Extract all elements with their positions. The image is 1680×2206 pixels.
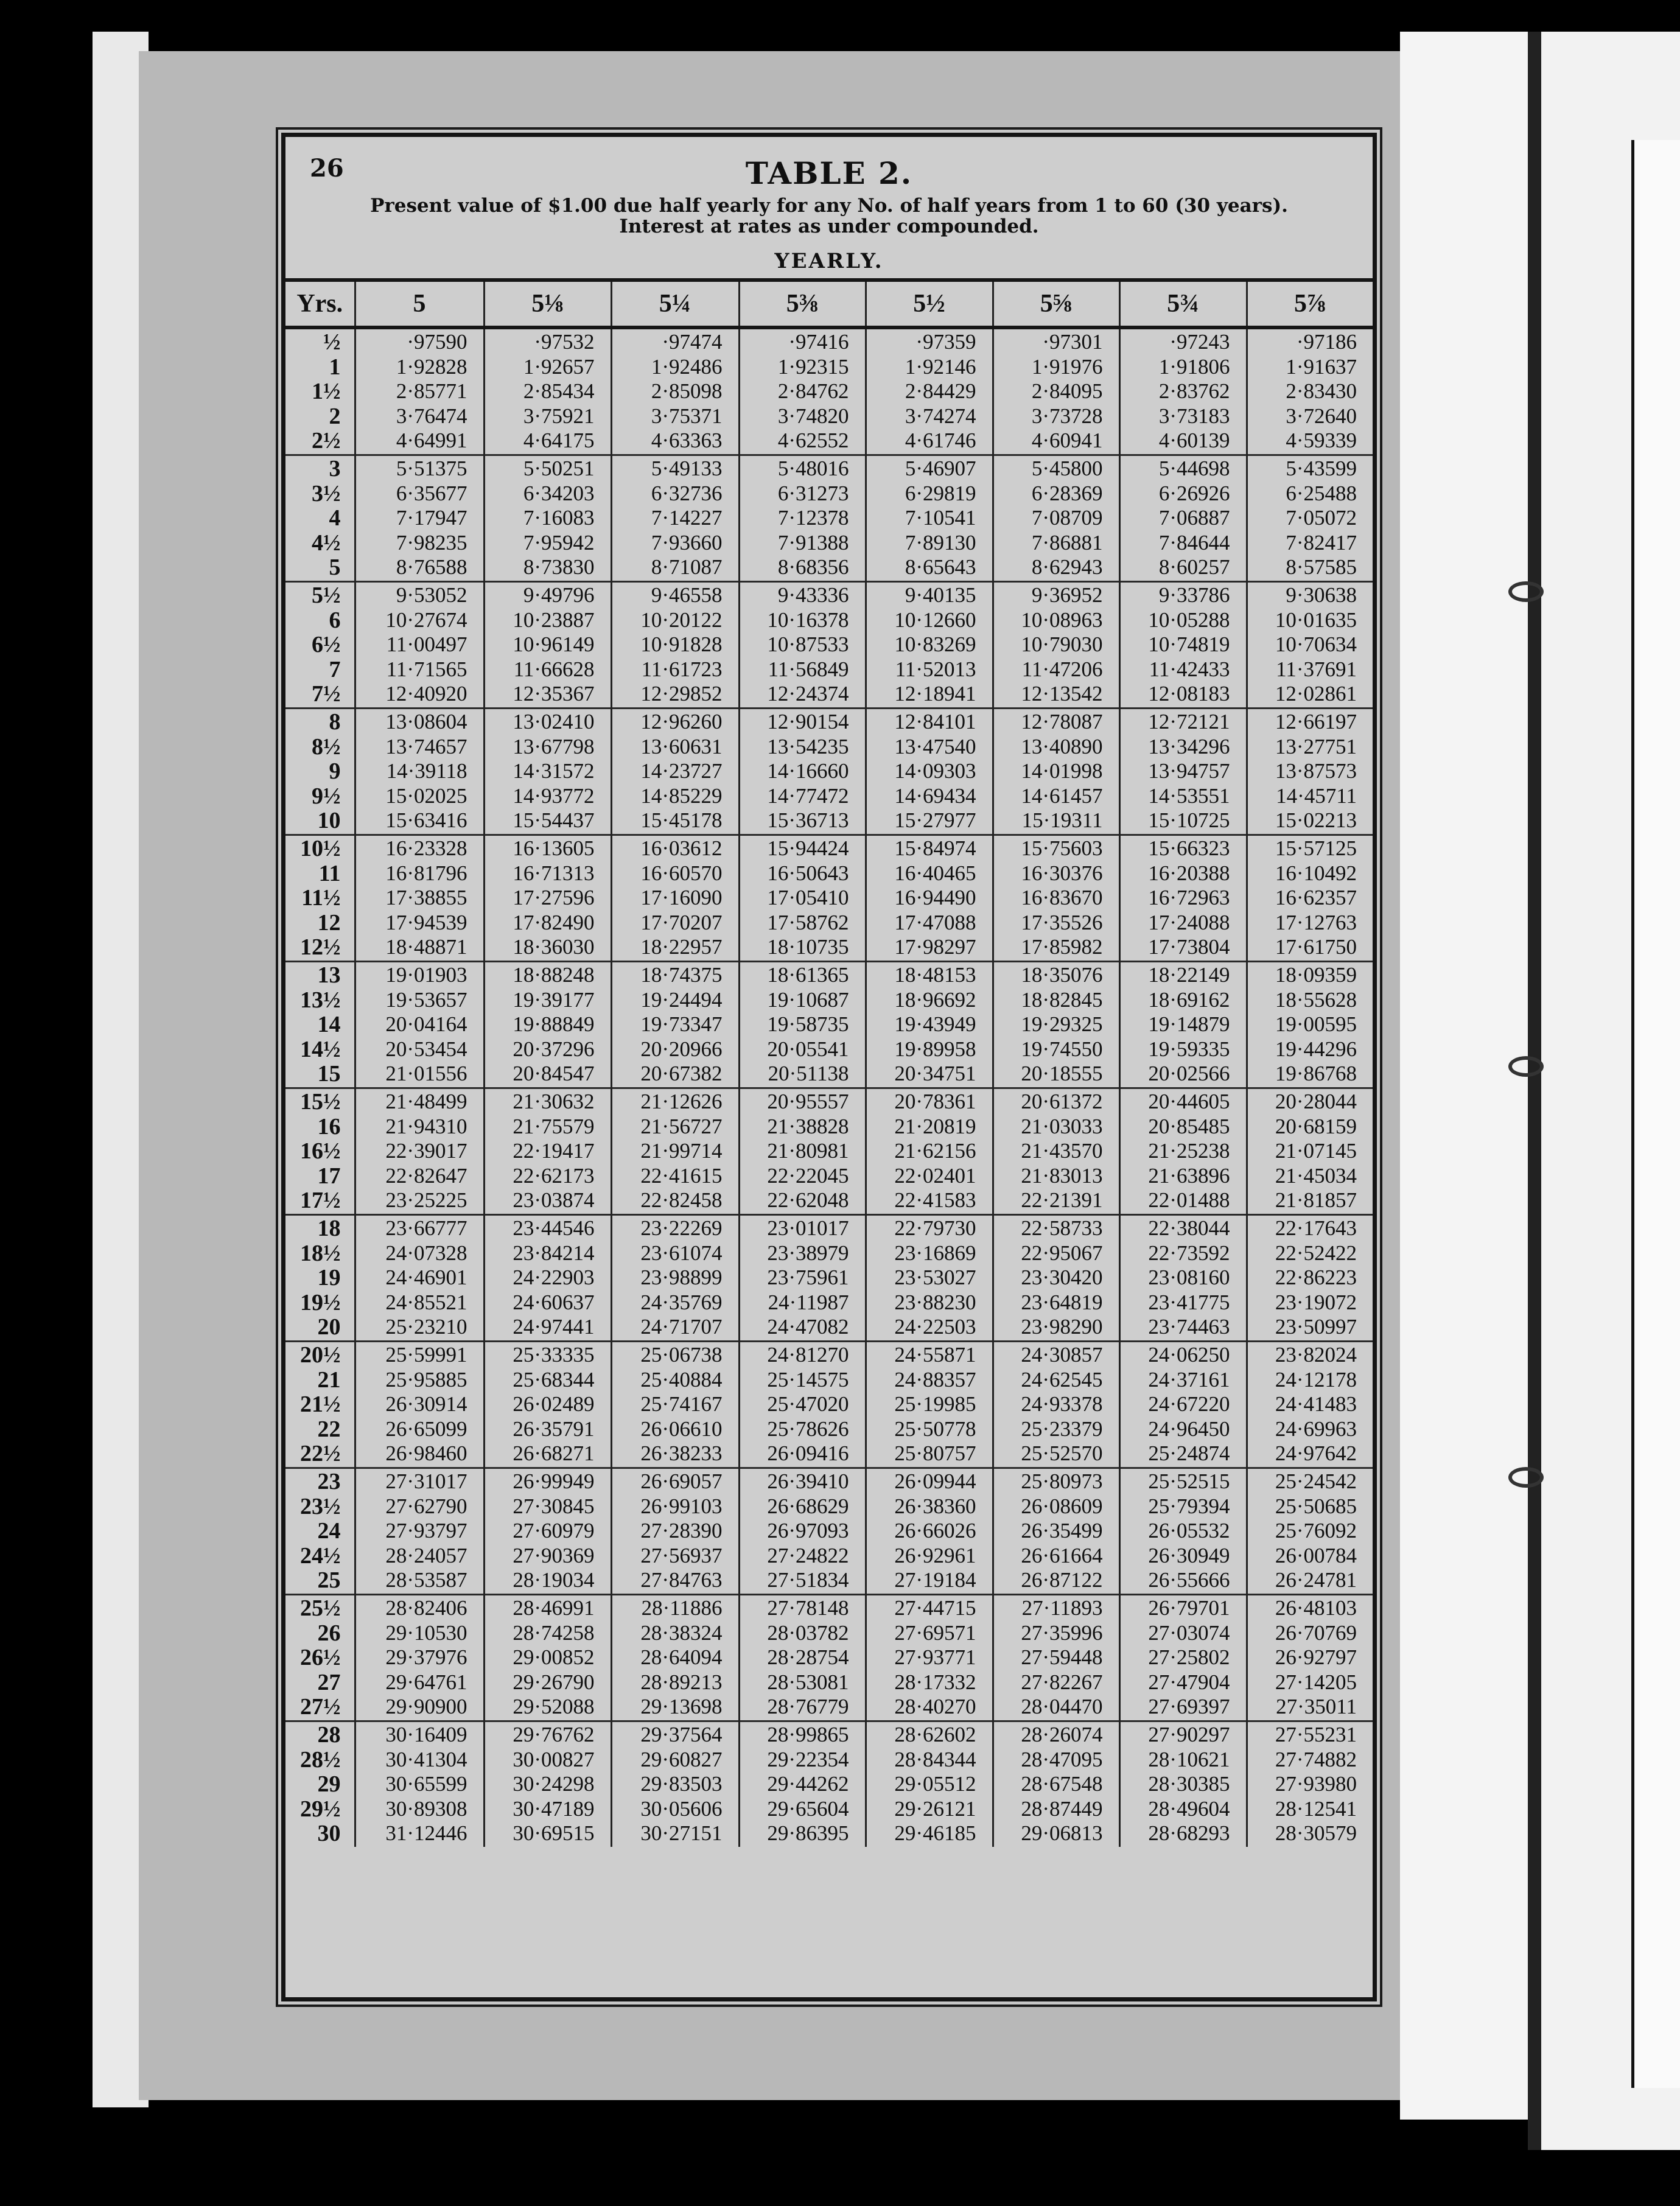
value-cell: 12·66197 13·27751 13·87573 14·45711 15·02213 (1247, 709, 1373, 835)
value-cell: 5·45800 6·28369 7·08709 7·86881 8·62943 (993, 455, 1119, 582)
value-cell: 23·44546 23·84214 24·22903 24·60637 24·97441 (484, 1215, 611, 1342)
page-margin-right (1400, 32, 1531, 2120)
header-rate: 5⅝ (993, 282, 1119, 327)
value-cell: 23·22269 23·61074 23·98899 24·35769 24·71707 (611, 1215, 739, 1342)
value-cell: 24·30857 24·62545 24·93378 25·23379 25·52570 (993, 1342, 1119, 1468)
years-cell: 25½ 26 26½ 27 27½ (285, 1595, 355, 1721)
value-cell: ·97532 1·92657 2·85434 3·75921 4·64175 (484, 327, 611, 455)
years-cell: 5½ 6 6½ 7 7½ (285, 582, 355, 709)
section-label: YEARLY. (774, 249, 884, 273)
value-cell: 22·38044 22·73592 23·08160 23·41775 23·74463 (1119, 1215, 1247, 1342)
value-cell: 12·84101 13·47540 14·09303 14·69434 15·27977 (866, 709, 993, 835)
value-cell: 12·90154 13·54235 14·16660 14·77472 15·36713 (739, 709, 866, 835)
table-row (285, 1088, 1373, 1215)
header-rate: 5⅞ (1247, 282, 1373, 327)
value-cell: 19·01903 19·53657 20·04164 20·53454 21·01556 (355, 962, 484, 1088)
value-cell: 26·69057 26·99103 27·28390 27·56937 27·84763 (611, 1468, 739, 1595)
header-rate: 5⅛ (484, 282, 611, 327)
value-cell: 20·44605 20·85485 21·25238 21·63896 22·01488 (1119, 1088, 1247, 1215)
table-row (285, 455, 1373, 582)
value-cell: 9·36952 10·08963 10·79030 11·47206 12·13542 (993, 582, 1119, 709)
years-cell: 13 13½ 14 14½ 15 (285, 962, 355, 1088)
present-value-table (285, 282, 1373, 1847)
value-cell: 23·66777 24·07328 24·46901 24·85521 25·23210 (355, 1215, 484, 1342)
value-cell: 26·48103 26·70769 26·92797 27·14205 27·35011 (1247, 1595, 1373, 1721)
years-cell: 15½ 16 16½ 17 17½ (285, 1088, 355, 1215)
value-cell: 13·02410 13·67798 14·31572 14·93772 15·54437 (484, 709, 611, 835)
header-rate: 5¾ (1119, 282, 1247, 327)
value-cell: 5·51375 6·35677 7·17947 7·98235 8·76588 (355, 455, 484, 582)
table-row (285, 1342, 1373, 1468)
table-row (285, 327, 1373, 455)
value-cell: 9·30638 10·01635 10·70634 11·37691 12·02861 (1247, 582, 1373, 709)
value-cell: 25·24542 25·50685 25·76092 26·00784 26·24781 (1247, 1468, 1373, 1595)
value-cell: 28·26074 28·47095 28·67548 28·87449 29·06813 (993, 1721, 1119, 1847)
header-rate: 5½ (866, 282, 993, 327)
value-cell: 29·76762 30·00827 30·24298 30·47189 30·69515 (484, 1721, 611, 1847)
value-cell: 9·40135 10·12660 10·83269 11·52013 12·18941 (866, 582, 993, 709)
binding-ring-icon (1508, 1467, 1544, 1488)
value-cell: 18·61365 19·10687 19·58735 20·05541 20·51138 (739, 962, 866, 1088)
value-cell: 5·44698 6·26926 7·06887 7·84644 8·60257 (1119, 455, 1247, 582)
value-cell: 5·43599 6·25488 7·05072 7·82417 8·57585 (1247, 455, 1373, 582)
next-page-table-edge (1631, 140, 1680, 2088)
value-cell: 27·55231 27·74882 27·93980 28·12541 28·30579 (1247, 1721, 1373, 1847)
value-cell: 9·46558 10·20122 10·91828 11·61723 12·29852 (611, 582, 739, 709)
value-cell: 26·09944 26·38360 26·66026 26·92961 27·19184 (866, 1468, 993, 1595)
value-cell: 21·48499 21·94310 22·39017 22·82647 23·25225 (355, 1088, 484, 1215)
table-frame (281, 133, 1377, 2001)
value-cell: 28·11886 28·38324 28·64094 28·89213 29·13698 (611, 1595, 739, 1721)
value-cell: 22·17643 22·52422 22·86223 23·19072 23·50997 (1247, 1215, 1373, 1342)
value-cell: 18·74375 19·24494 19·73347 20·20966 20·67382 (611, 962, 739, 1088)
years-cell: 3 3½ 4 4½ 5 (285, 455, 355, 582)
header-years: Yrs. (285, 282, 355, 327)
value-cell: 24·81270 25·14575 25·47020 25·78626 26·09416 (739, 1342, 866, 1468)
table-row (285, 1215, 1373, 1342)
value-cell: 20·78361 21·20819 21·62156 22·02401 22·41583 (866, 1088, 993, 1215)
table-row (285, 1721, 1373, 1847)
value-cell: 5·48016 6·31273 7·12378 7·91388 8·68356 (739, 455, 866, 582)
table-row (285, 582, 1373, 709)
years-cell: ½ 1 1½ 2 2½ (312, 329, 341, 454)
value-cell: 15·75603 16·30376 16·83670 17·35526 17·85982 (993, 835, 1119, 962)
value-cell: 27·11893 27·35996 27·59448 27·82267 28·04470 (993, 1595, 1119, 1721)
value-cell: 9·43336 10·16378 10·87533 11·56849 12·24374 (739, 582, 866, 709)
value-cell: 28·82406 29·10530 29·37976 29·64761 29·90900 (355, 1595, 484, 1721)
value-cell: ·97416 1·92315 2·84762 3·74820 4·62552 (739, 327, 866, 455)
value-cell: 25·06738 25·40884 25·74167 26·06610 26·38233 (611, 1342, 739, 1468)
value-cell: 26·99949 27·30845 27·60979 27·90369 28·19034 (484, 1468, 611, 1595)
value-cell: 28·99865 29·22354 29·44262 29·65604 29·86395 (739, 1721, 866, 1847)
value-cell: 9·53052 10·27674 11·00497 11·71565 12·40920 (355, 582, 484, 709)
value-cell: 12·96260 13·60631 14·23727 14·85229 15·45178 (611, 709, 739, 835)
page-number: 26 (310, 154, 344, 183)
value-cell: 27·31017 27·62790 27·93797 28·24057 28·53587 (355, 1468, 484, 1595)
header-rate: 5 (355, 282, 484, 327)
value-cell: 13·08604 13·74657 14·39118 15·02025 15·63416 (355, 709, 484, 835)
value-cell: 28·46991 28·74258 29·00852 29·26790 29·52088 (484, 1595, 611, 1721)
value-cell: 24·06250 24·37161 24·67220 24·96450 25·24874 (1119, 1342, 1247, 1468)
value-cell: 5·46907 6·29819 7·10541 7·89130 8·65643 (866, 455, 993, 582)
value-cell: 26·39410 26·68629 26·97093 27·24822 27·51834 (739, 1468, 866, 1595)
header-rate: 5⅜ (739, 282, 866, 327)
value-cell: 15·57125 16·10492 16·62357 17·12763 17·61750 (1247, 835, 1373, 962)
value-cell: 9·33786 10·05288 10·74819 11·42433 12·08183 (1119, 582, 1247, 709)
table-row (285, 709, 1373, 835)
value-cell: 16·03612 16·60570 17·16090 17·70207 18·22957 (611, 835, 739, 962)
table-header (285, 137, 1373, 282)
value-cell: 27·78148 28·03782 28·28754 28·53081 28·76779 (739, 1595, 866, 1721)
value-cell: 29·37564 29·60827 29·83503 30·05606 30·27151 (611, 1721, 739, 1847)
value-cell: ·97359 1·92146 2·84429 3·74274 4·61746 (866, 327, 993, 455)
table-row (285, 835, 1373, 962)
value-cell: 25·52515 25·79394 26·05532 26·30949 26·55666 (1119, 1468, 1247, 1595)
table-row (285, 962, 1373, 1088)
value-cell: 28·62602 28·84344 29·05512 29·26121 29·46185 (866, 1721, 993, 1847)
value-cell: 27·44715 27·69571 27·93771 28·17332 28·40270 (866, 1595, 993, 1721)
value-cell: 18·35076 18·82845 19·29325 19·74550 20·18555 (993, 962, 1119, 1088)
table-row (285, 1595, 1373, 1721)
value-cell: 16·13605 16·71313 17·27596 17·82490 18·36030 (484, 835, 611, 962)
value-cell: 25·59991 25·95885 26·30914 26·65099 26·98460 (355, 1342, 484, 1468)
value-cell: 20·61372 21·03033 21·43570 21·83013 22·21391 (993, 1088, 1119, 1215)
value-cell: 26·79701 27·03074 27·25802 27·47904 27·69397 (1119, 1595, 1247, 1721)
value-cell: 18·88248 19·39177 19·88849 20·37296 20·84547 (484, 962, 611, 1088)
value-cell: 20·95557 21·38828 21·80981 22·22045 22·62048 (739, 1088, 866, 1215)
value-cell: 25·80973 26·08609 26·35499 26·61664 26·87122 (993, 1468, 1119, 1595)
value-cell: 21·12626 21·56727 21·99714 22·41615 22·82458 (611, 1088, 739, 1215)
years-cell: 28 28½ 29 29½ 30 (285, 1721, 355, 1847)
column-header-row (285, 282, 1373, 327)
years-cell: 10½ 11 11½ 12 12½ (285, 835, 355, 962)
value-cell: 5·49133 6·32736 7·14227 7·93660 8·71087 (611, 455, 739, 582)
value-cell: 23·82024 24·12178 24·41483 24·69963 24·97642 (1247, 1342, 1373, 1468)
value-cell: 23·01017 23·38979 23·75961 24·11987 24·47082 (739, 1215, 866, 1342)
value-cell: ·97590 1·92828 2·85771 3·76474 4·64991 (355, 327, 484, 455)
value-cell: 18·09359 18·55628 19·00595 19·44296 19·86768 (1247, 962, 1373, 1088)
value-cell: 22·79730 23·16869 23·53027 23·88230 24·22503 (866, 1215, 993, 1342)
value-cell: ·97474 1·92486 2·85098 3·75371 4·63363 (611, 327, 739, 455)
value-cell: 15·84974 16·40465 16·94490 17·47088 17·98297 (866, 835, 993, 962)
value-cell: 5·50251 6·34203 7·16083 7·95942 8·73830 (484, 455, 611, 582)
value-cell: 24·55871 24·88357 25·19985 25·50778 25·80757 (866, 1342, 993, 1468)
binding-ring-icon (1508, 1056, 1544, 1077)
table-subtitle: Present value of $1.00 due half yearly for any No. of half years from 1 to 60 (30 years). Interest at rates as under compounded. (370, 195, 1288, 237)
years-cell: 8 8½ 9 9½ 10 (285, 709, 355, 835)
table-title: TABLE 2. (745, 155, 913, 191)
value-cell: 15·66323 16·20388 16·72963 17·24088 17·73804 (1119, 835, 1247, 962)
value-cell: 18·22149 18·69162 19·14879 19·59335 20·02566 (1119, 962, 1247, 1088)
binding-spine (1528, 32, 1541, 2150)
value-cell: ·97301 1·91976 2·84095 3·73728 4·60941 (993, 327, 1119, 455)
value-cell: ·97243 1·91806 2·83762 3·73183 4·60139 (1119, 327, 1247, 455)
years-cell: 20½ 21 21½ 22 22½ (285, 1342, 355, 1468)
value-cell: 12·78087 13·40890 14·01998 14·61457 15·19311 (993, 709, 1119, 835)
years-cell: 23 23½ 24 24½ 25 (285, 1468, 355, 1595)
header-rate: 5¼ (611, 282, 739, 327)
table-row (285, 1468, 1373, 1595)
value-cell: 27·90297 28·10621 28·30385 28·49604 28·68293 (1119, 1721, 1247, 1847)
value-cell: 20·28044 20·68159 21·07145 21·45034 21·81857 (1247, 1088, 1373, 1215)
value-cell: 9·49796 10·23887 10·96149 11·66628 12·35367 (484, 582, 611, 709)
value-cell: 25·33335 25·68344 26·02489 26·35791 26·68271 (484, 1342, 611, 1468)
value-cell: 12·72121 13·34296 13·94757 14·53551 15·10725 (1119, 709, 1247, 835)
value-cell: 22·58733 22·95067 23·30420 23·64819 23·98290 (993, 1215, 1119, 1342)
years-cell: 18 18½ 19 19½ 20 (285, 1215, 355, 1342)
table-body (285, 327, 1373, 1847)
value-cell: 15·94424 16·50643 17·05410 17·58762 18·10735 (739, 835, 866, 962)
binding-ring-icon (1508, 581, 1544, 602)
value-cell: 30·16409 30·41304 30·65599 30·89308 31·12446 (355, 1721, 484, 1847)
value-cell: 21·30632 21·75579 22·19417 22·62173 23·03874 (484, 1088, 611, 1215)
value-cell: 16·23328 16·81796 17·38855 17·94539 18·48871 (355, 835, 484, 962)
value-cell: 18·48153 18·96692 19·43949 19·89958 20·34751 (866, 962, 993, 1088)
value-cell: ·97186 1·91637 2·83430 3·72640 4·59339 (1247, 327, 1373, 455)
